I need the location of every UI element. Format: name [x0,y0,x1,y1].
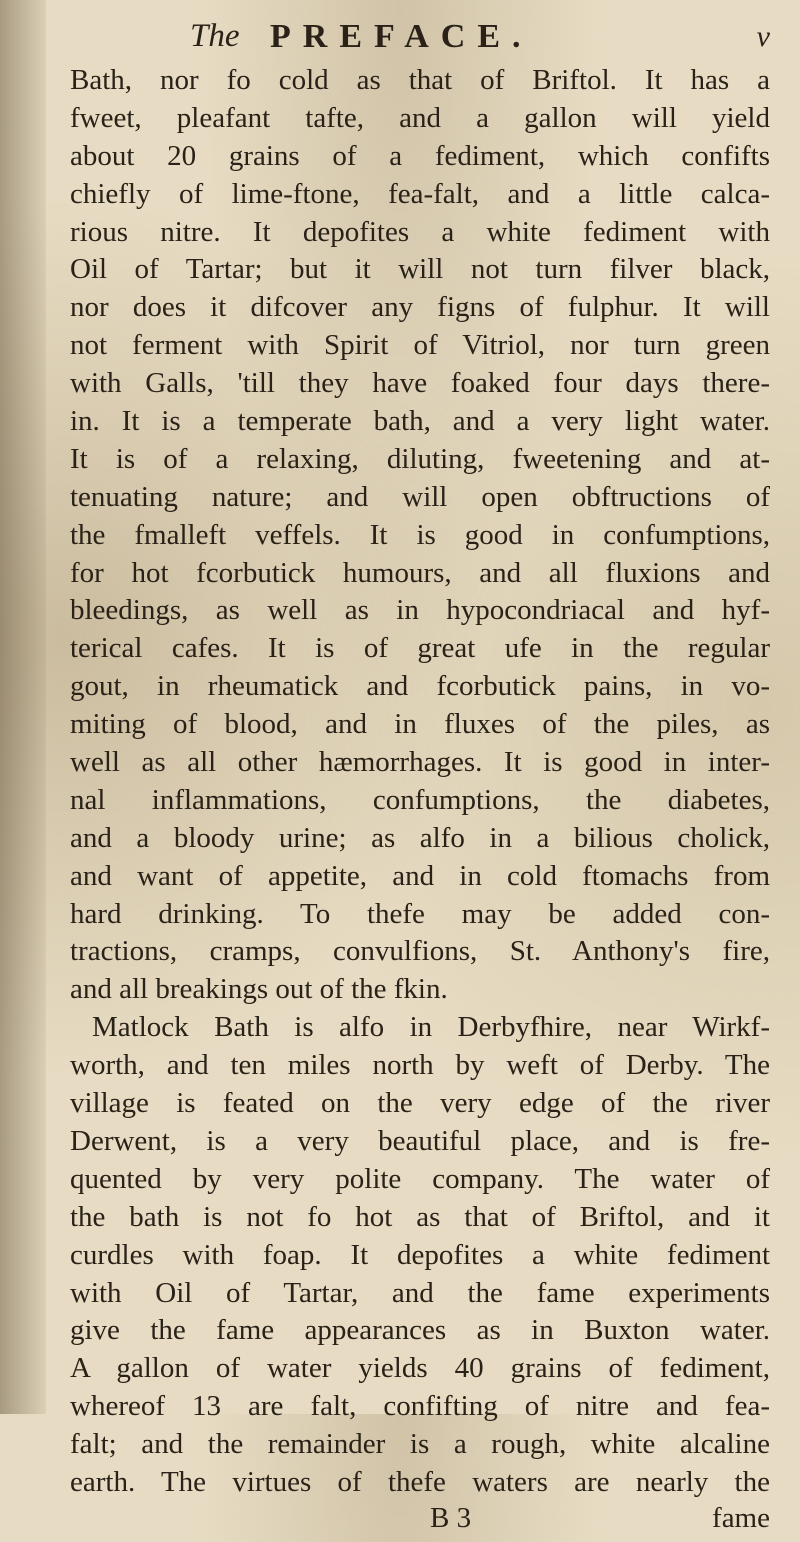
text-line: and all breakings out of the fkin. [70,973,448,1006]
text-line: and want of appetite, and in cold ftomachs from [70,859,770,892]
text-line: curdles with foap. It depofites a white fediment [70,1238,770,1271]
page-footer [70,1502,770,1542]
text-line: for hot fcorbutick humours, and all fluxions and [70,556,770,589]
text-line: give the fame appearances as in Buxton water. [70,1314,770,1347]
text-line: Matlock Bath is alfo in Derbyfhire, near Wirkf- [92,1011,770,1044]
text-line: gout, in rheumatick and fcorbutick pains, in vo- [70,670,770,703]
running-header [70,14,770,62]
text-line: bleedings, as well as in hypocondriacal and hyf- [70,594,770,627]
text-line: Oil of Tartar; but it will not turn filver black, [70,253,770,286]
text-line: quented by very polite company. The water of [70,1162,770,1195]
text-line: hard drinking. To thefe may be added con- [70,897,770,930]
text-line: and a bloody urine; as alfo in a bilious cholick, [70,821,770,854]
text-line: falt; and the remainder is a rough, white alcaline [70,1428,770,1461]
text-line: A gallon of water yields 40 grains of fediment, [70,1352,770,1385]
text-line: chiefly of lime-ftone, fea-falt, and a little calca- [70,177,770,210]
body-text [70,62,770,1502]
text-line: miting of blood, and in fluxes of the piles, as [70,708,770,741]
signature-mark: B 3 [430,1501,472,1534]
page-number: v [756,20,770,53]
text-line: terical cafes. It is of great ufe in the regular [70,632,770,665]
text-line: the bath is not fo hot as that of Briftol, and it [70,1200,770,1233]
text-line: in. It is a temperate bath, and a very light water. [70,405,770,438]
text-line: the fmalleft veffels. It is good in confumptions, [70,518,770,551]
text-line: well as all other hæmorrhages. It is good in inter- [70,746,770,779]
text-line: It is of a relaxing, diluting, fweetening and at- [70,442,770,475]
text-line: nal inflammations, confumptions, the diabetes, [70,783,770,816]
text-line: tenuating nature; and will open obftructions of [70,480,770,513]
text-line: fweet, pleafant tafte, and a gallon will yield [70,101,770,134]
text-line: nor does it difcover any figns of fulphur. It will [70,291,770,324]
header-left-word: The [190,18,240,54]
text-line: rious nitre. It depofites a white fediment with [70,215,770,248]
catchword: fame [712,1501,770,1534]
text-line: Bath, nor fo cold as that of Briftol. It has a [70,64,770,96]
text-line: whereof 13 are falt, confifting of nitre and fea- [70,1390,770,1423]
text-line: village is feated on the very edge of the river [70,1087,770,1120]
text-line: Derwent, is a very beautiful place, and is fre- [70,1124,770,1157]
text-line: earth. The virtues of thefe waters are nearly the [70,1465,770,1498]
book-page [70,14,770,1542]
header-title: PREFACE. [270,18,533,55]
text-line: worth, and ten miles north by weft of Derby. The [70,1049,770,1082]
text-line: with Galls, 'till they have foaked four days there- [70,367,770,400]
text-line: with Oil of Tartar, and the fame experiments [70,1276,770,1309]
text-line: about 20 grains of a fediment, which confifts [70,139,770,172]
page-gutter-shadow [0,0,46,1414]
text-line: tractions, cramps, convulfions, St. Anthony's fire, [70,935,770,968]
text-line: not ferment with Spirit of Vitriol, nor turn green [70,329,770,362]
